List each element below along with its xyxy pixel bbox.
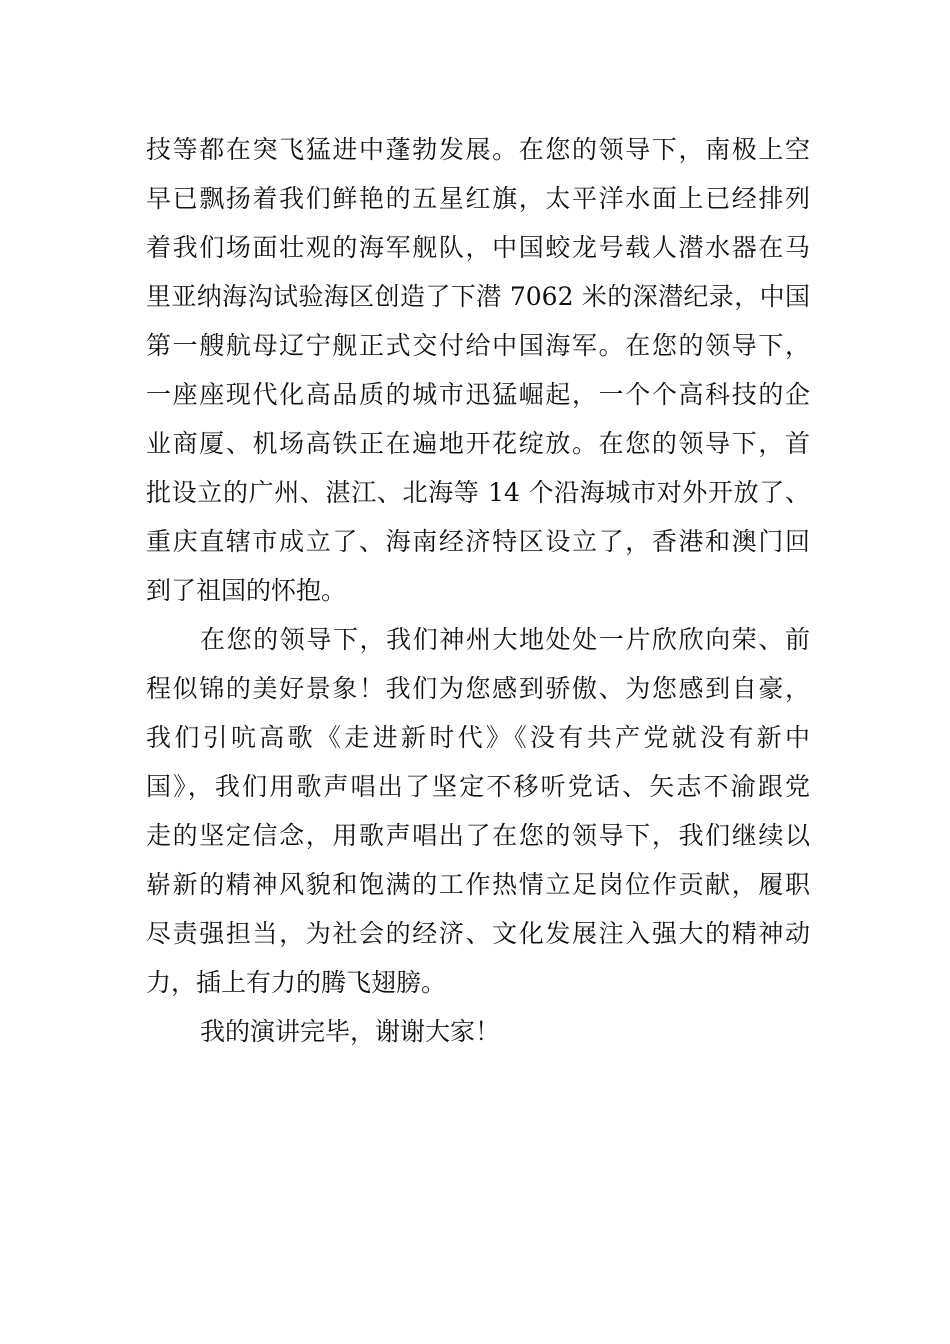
text-line: 着我们场面壮观的海军舰队，中国蛟龙号载人潜水器在马 xyxy=(146,233,810,262)
text-line: 走的坚定信念，用歌声唱出了在您的领导下，我们继续以 xyxy=(146,821,810,850)
text-line: 力，插上有力的腾飞翅膀。 xyxy=(146,968,447,997)
text-line: 业商厦、机场高铁正在遍地开花绽放。在您的领导下，首 xyxy=(146,429,810,458)
text-line: 批设立的广州、湛江、北海等 14 个沿海城市对外开放了、 xyxy=(146,478,810,507)
text-line: 一座座现代化高品质的城市迅猛崛起，一个个高科技的企 xyxy=(146,380,810,409)
text-line: 第一艘航母辽宁舰正式交付给中国海军。在您的领导下， xyxy=(146,331,810,360)
text-line: 程似锦的美好景象！我们为您感到骄傲、为您感到自豪， xyxy=(146,674,810,703)
text-line: 尽责强担当，为社会的经济、文化发展注入强大的精神动 xyxy=(146,919,810,948)
text-line: 重庆直辖市成立了、海南经济特区设立了，香港和澳门回 xyxy=(146,527,810,556)
text-line: 崭新的精神风貌和饱满的工作热情立足岗位作贡献，履职 xyxy=(146,870,810,899)
paragraph-2 xyxy=(146,615,810,1007)
text-line: 在您的领导下，我们神州大地处处一片欣欣向荣、前 xyxy=(200,625,810,654)
text-line: 到了祖国的怀抱。 xyxy=(146,576,347,605)
text-line: 我们引吭高歌《走进新时代》《没有共产党就没有新中 xyxy=(146,723,810,752)
text-line: 我的演讲完毕，谢谢大家！ xyxy=(200,1017,501,1046)
document-body xyxy=(146,125,810,1056)
text-line: 里亚纳海沟试验海区创造了下潜 7062 米的深潜纪录，中国 xyxy=(146,282,810,311)
text-line: 国》，我们用歌声唱出了坚定不移听党话、矢志不渝跟党 xyxy=(146,772,810,801)
paragraph-1 xyxy=(146,125,810,615)
paragraph-3 xyxy=(146,1007,810,1056)
text-line: 早已飘扬着我们鲜艳的五星红旗，太平洋水面上已经排列 xyxy=(146,184,810,213)
text-line: 技等都在突飞猛进中蓬勃发展。在您的领导下，南极上空 xyxy=(146,135,810,164)
